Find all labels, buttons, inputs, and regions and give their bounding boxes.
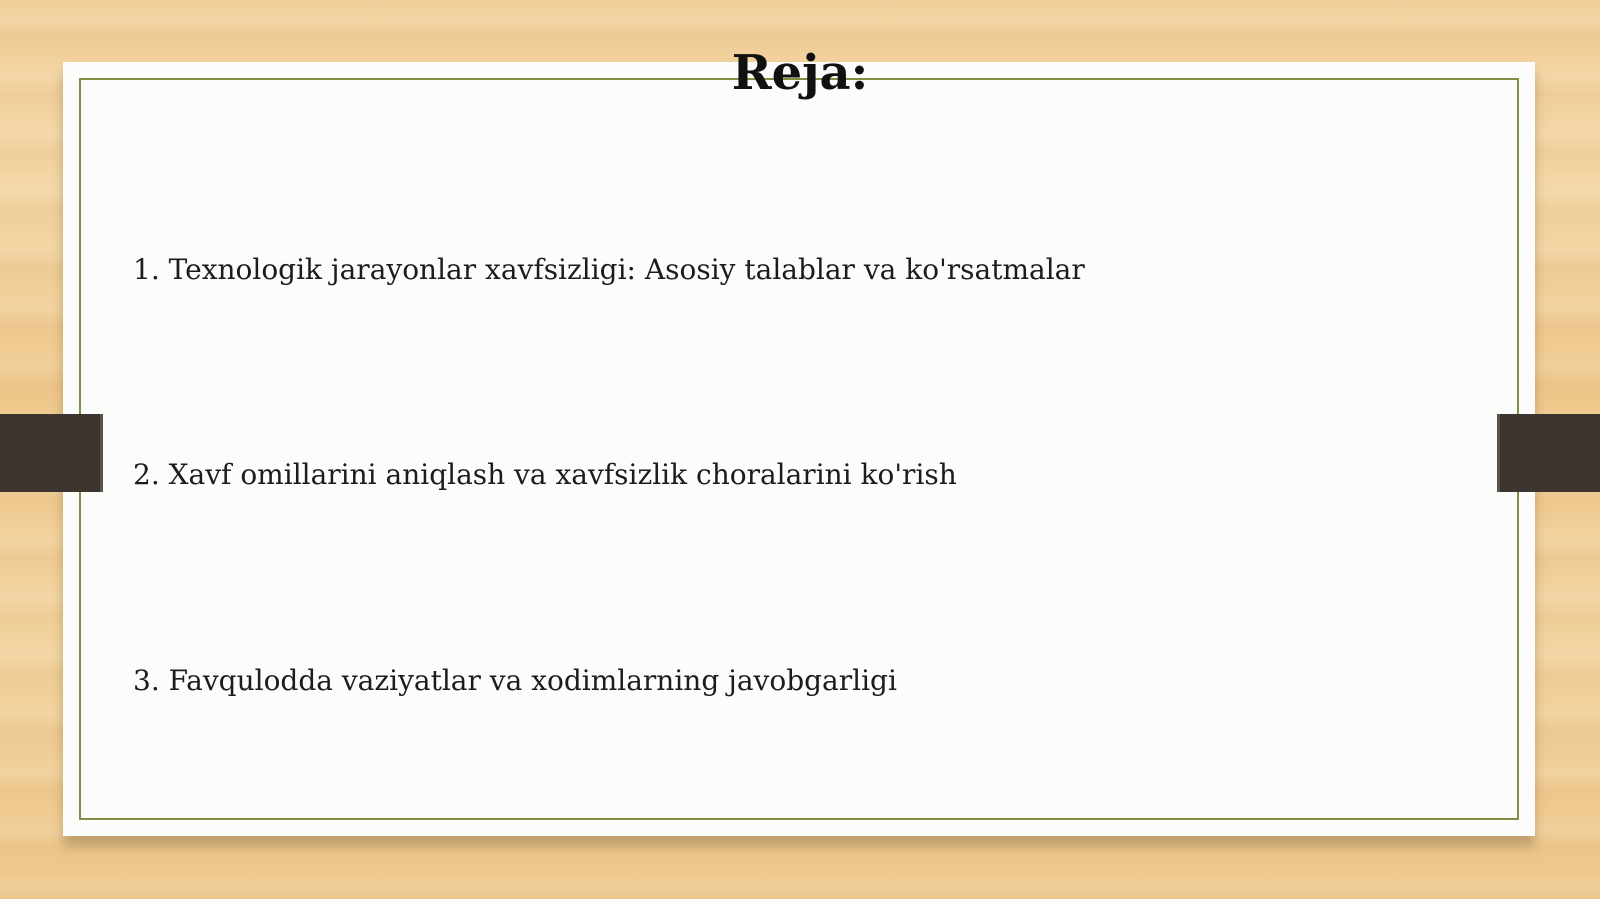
- left-binder-tab: [0, 414, 103, 492]
- slide-card: [63, 62, 1535, 836]
- slide-frame-border: [79, 78, 1519, 820]
- plan-item-1: 1. Texnologik jarayonlar xavfsizligi: Asosiy talablar va ko'rsatmalar: [133, 253, 1085, 286]
- right-binder-tab: [1497, 414, 1600, 492]
- slide-title: Reja:: [731, 45, 869, 101]
- plan-item-2: 2. Xavf omillarini aniqlash va xavfsizlik choralarini ko'rish: [133, 458, 957, 491]
- plan-item-3: 3. Favqulodda vaziyatlar va xodimlarning javobgarligi: [133, 664, 897, 697]
